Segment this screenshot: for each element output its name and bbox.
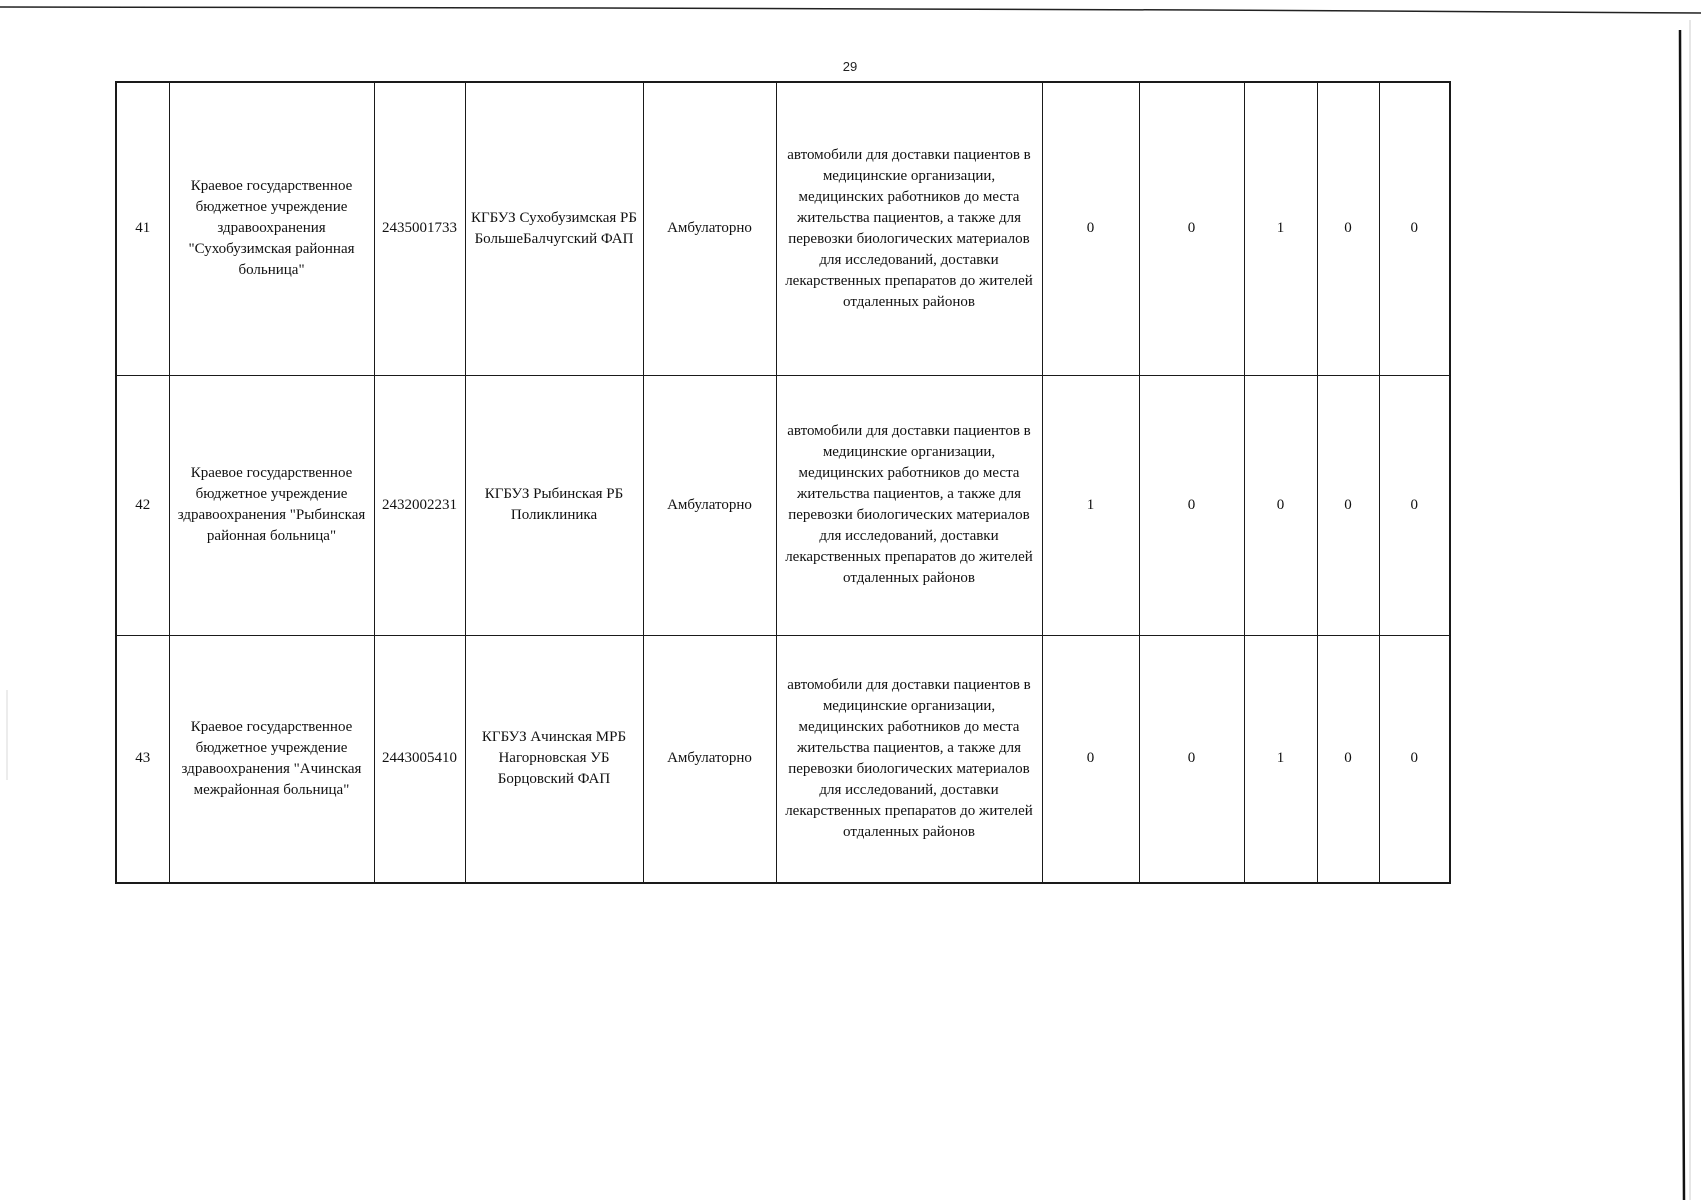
value-cell: 0 xyxy=(1139,375,1244,635)
care-type-cell: Амбулаторно xyxy=(643,635,776,883)
table-row xyxy=(116,82,1450,375)
value-cell: 0 xyxy=(1379,635,1450,883)
scan-right-edge xyxy=(1660,0,1701,1200)
value-cell: 0 xyxy=(1139,635,1244,883)
purpose-cell: автомобили для доставки пациентов в медицинские организации, медицинских работников до места жительства пациентов, а также для перевозки биологических материалов для исследований, доставки лекарственных препаратов до жителей отдаленных районов xyxy=(776,635,1042,883)
table-row xyxy=(116,375,1450,635)
page-number: 29 xyxy=(842,59,858,74)
unit-cell: КГБУЗ Ачинская МРБ Нагорновская УБ Борцовский ФАП xyxy=(465,635,643,883)
organization-cell: Краевое государственное бюджетное учреждение здравоохранения "Сухобузимская районная больница" xyxy=(169,82,374,375)
inn-cell: 2443005410 xyxy=(374,635,465,883)
scan-artifact-left xyxy=(4,690,10,780)
value-cell: 0 xyxy=(1139,82,1244,375)
row-index-cell: 42 xyxy=(116,375,169,635)
unit-cell: КГБУЗ Сухобузимская РБ БольшеБалчугский ФАП xyxy=(465,82,643,375)
purpose-cell: автомобили для доставки пациентов в медицинские организации, медицинских работников до места жительства пациентов, а также для перевозки биологических материалов для исследований, доставки лекарственных препаратов до жителей отдаленных районов xyxy=(776,82,1042,375)
care-type-cell: Амбулаторно xyxy=(643,82,776,375)
unit-cell: КГБУЗ Рыбинская РБ Поликлиника xyxy=(465,375,643,635)
value-cell: 0 xyxy=(1317,635,1379,883)
organization-cell: Краевое государственное бюджетное учреждение здравоохранения "Рыбинская районная больница" xyxy=(169,375,374,635)
table-row xyxy=(116,635,1450,883)
value-cell: 0 xyxy=(1379,375,1450,635)
organization-cell: Краевое государственное бюджетное учреждение здравоохранения "Ачинская межрайонная больница" xyxy=(169,635,374,883)
value-cell: 0 xyxy=(1244,375,1317,635)
value-cell: 0 xyxy=(1042,82,1139,375)
value-cell: 0 xyxy=(1379,82,1450,375)
value-cell: 0 xyxy=(1317,82,1379,375)
value-cell: 1 xyxy=(1042,375,1139,635)
scan-top-edge xyxy=(0,0,1701,14)
value-cell: 1 xyxy=(1244,82,1317,375)
row-index-cell: 43 xyxy=(116,635,169,883)
row-index-cell: 41 xyxy=(116,82,169,375)
inn-cell: 2435001733 xyxy=(374,82,465,375)
care-type-cell: Амбулаторно xyxy=(643,375,776,635)
value-cell: 0 xyxy=(1317,375,1379,635)
inn-cell: 2432002231 xyxy=(374,375,465,635)
purpose-cell: автомобили для доставки пациентов в медицинские организации, медицинских работников до места жительства пациентов, а также для перевозки биологических материалов для исследований, доставки лекарственных препаратов до жителей отдаленных районов xyxy=(776,375,1042,635)
vehicle-allocation-table xyxy=(115,81,1451,884)
value-cell: 0 xyxy=(1042,635,1139,883)
value-cell: 1 xyxy=(1244,635,1317,883)
